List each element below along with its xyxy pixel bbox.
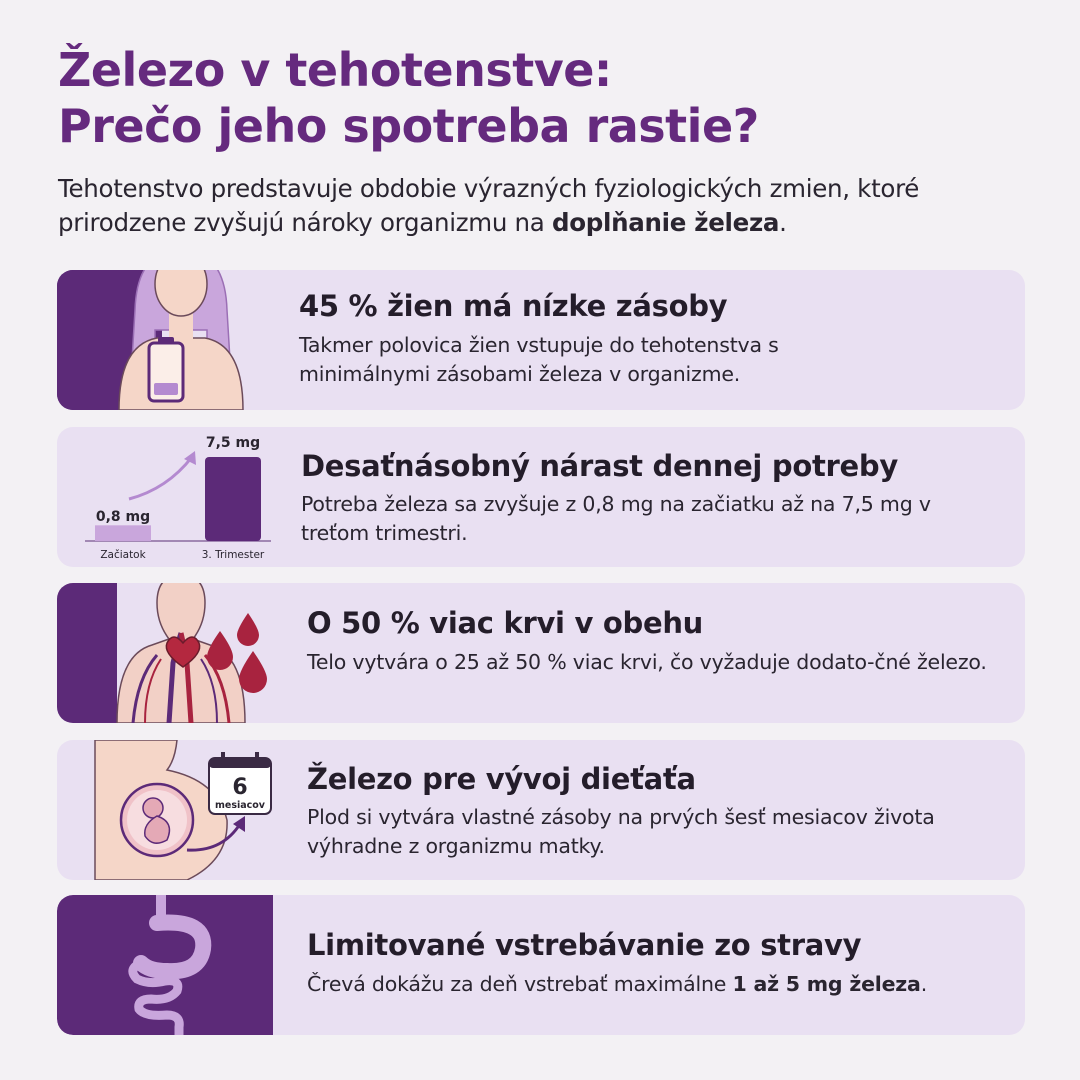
digestive-tract-icon <box>57 895 273 1035</box>
chart-start-label: Začiatok <box>100 549 146 561</box>
calendar-icon <box>209 752 271 814</box>
calendar-number: 6 <box>232 775 248 800</box>
card-5-text <box>307 970 1007 999</box>
intro-text-bold: doplňanie železa <box>551 208 780 237</box>
card-blood-volume <box>57 583 1025 723</box>
card-5-text-plain: Črevá dokážu za deň vstrebať maximálne <box>307 972 733 996</box>
pregnant-belly-fetus-icon <box>57 740 297 880</box>
card-5-heading: Limitované vstrebávanie zo stravy <box>307 928 862 962</box>
chart-end-value: 7,5 mg <box>205 435 261 451</box>
calendar-label: mesiacov <box>214 800 266 811</box>
card-2-text: Potreba železa sa zvyšuje z 0,8 mg na začiatku až na 7,5 mg v treťom trimestri. <box>301 492 931 545</box>
page-title <box>58 42 1038 154</box>
card-5-text-bold: 1 až 5 mg železa <box>732 972 921 996</box>
woman-low-battery-icon <box>57 270 287 410</box>
card-3-heading: O 50 % viac krvi v obehu <box>307 606 704 640</box>
card-2-heading: Desaťnásobný nárast dennej potreby <box>301 449 898 483</box>
card-baby-development <box>57 740 1025 880</box>
blood-drop-icon <box>237 613 259 646</box>
card-low-iron-stores <box>57 270 1025 410</box>
blood-drop-icon <box>207 631 233 670</box>
card-3-text: Telo vytvára o 25 až 50 % viac krvi, čo vyžaduje dodato-čné železo. <box>307 650 987 674</box>
card-5-text-end: . <box>920 972 928 996</box>
chart-end-label: 3. Trimester <box>201 549 265 561</box>
card-limited-absorption <box>57 895 1025 1035</box>
chart-bar-end <box>205 457 261 541</box>
card-4-text: Plod si vytvára vlastné zásoby na prvých šesť mesiacov života výhradne z organizmu matky. <box>307 805 935 858</box>
title-line-2: Prečo jeho spotreba rastie? <box>58 99 759 153</box>
chart-start-value: 0,8 mg <box>95 509 151 525</box>
blood-drop-icon <box>239 651 267 693</box>
circulatory-system-icon <box>57 583 297 723</box>
card-daily-need-increase <box>57 427 1025 567</box>
card-1-heading: 45 % žien má nízke zásoby <box>299 289 728 323</box>
intro-text-plain: Tehotenstvo predstavuje obdobie výrazných fyziologických zmien, ktoré prirodzene zvyšujú nároky organizmu na <box>58 174 920 237</box>
bar-chart-icon <box>57 427 297 567</box>
card-1-text: Takmer polovica žien vstupuje do tehotenstva s minimálnymi zásobami železa v organizme. <box>299 333 779 386</box>
chart-bar-start <box>95 525 151 541</box>
intro-text <box>58 172 1048 240</box>
card-4-heading: Železo pre vývoj dieťaťa <box>307 762 696 796</box>
title-line-1: Železo v tehotenstve: <box>58 43 612 97</box>
intro-text-end: . <box>779 208 787 237</box>
